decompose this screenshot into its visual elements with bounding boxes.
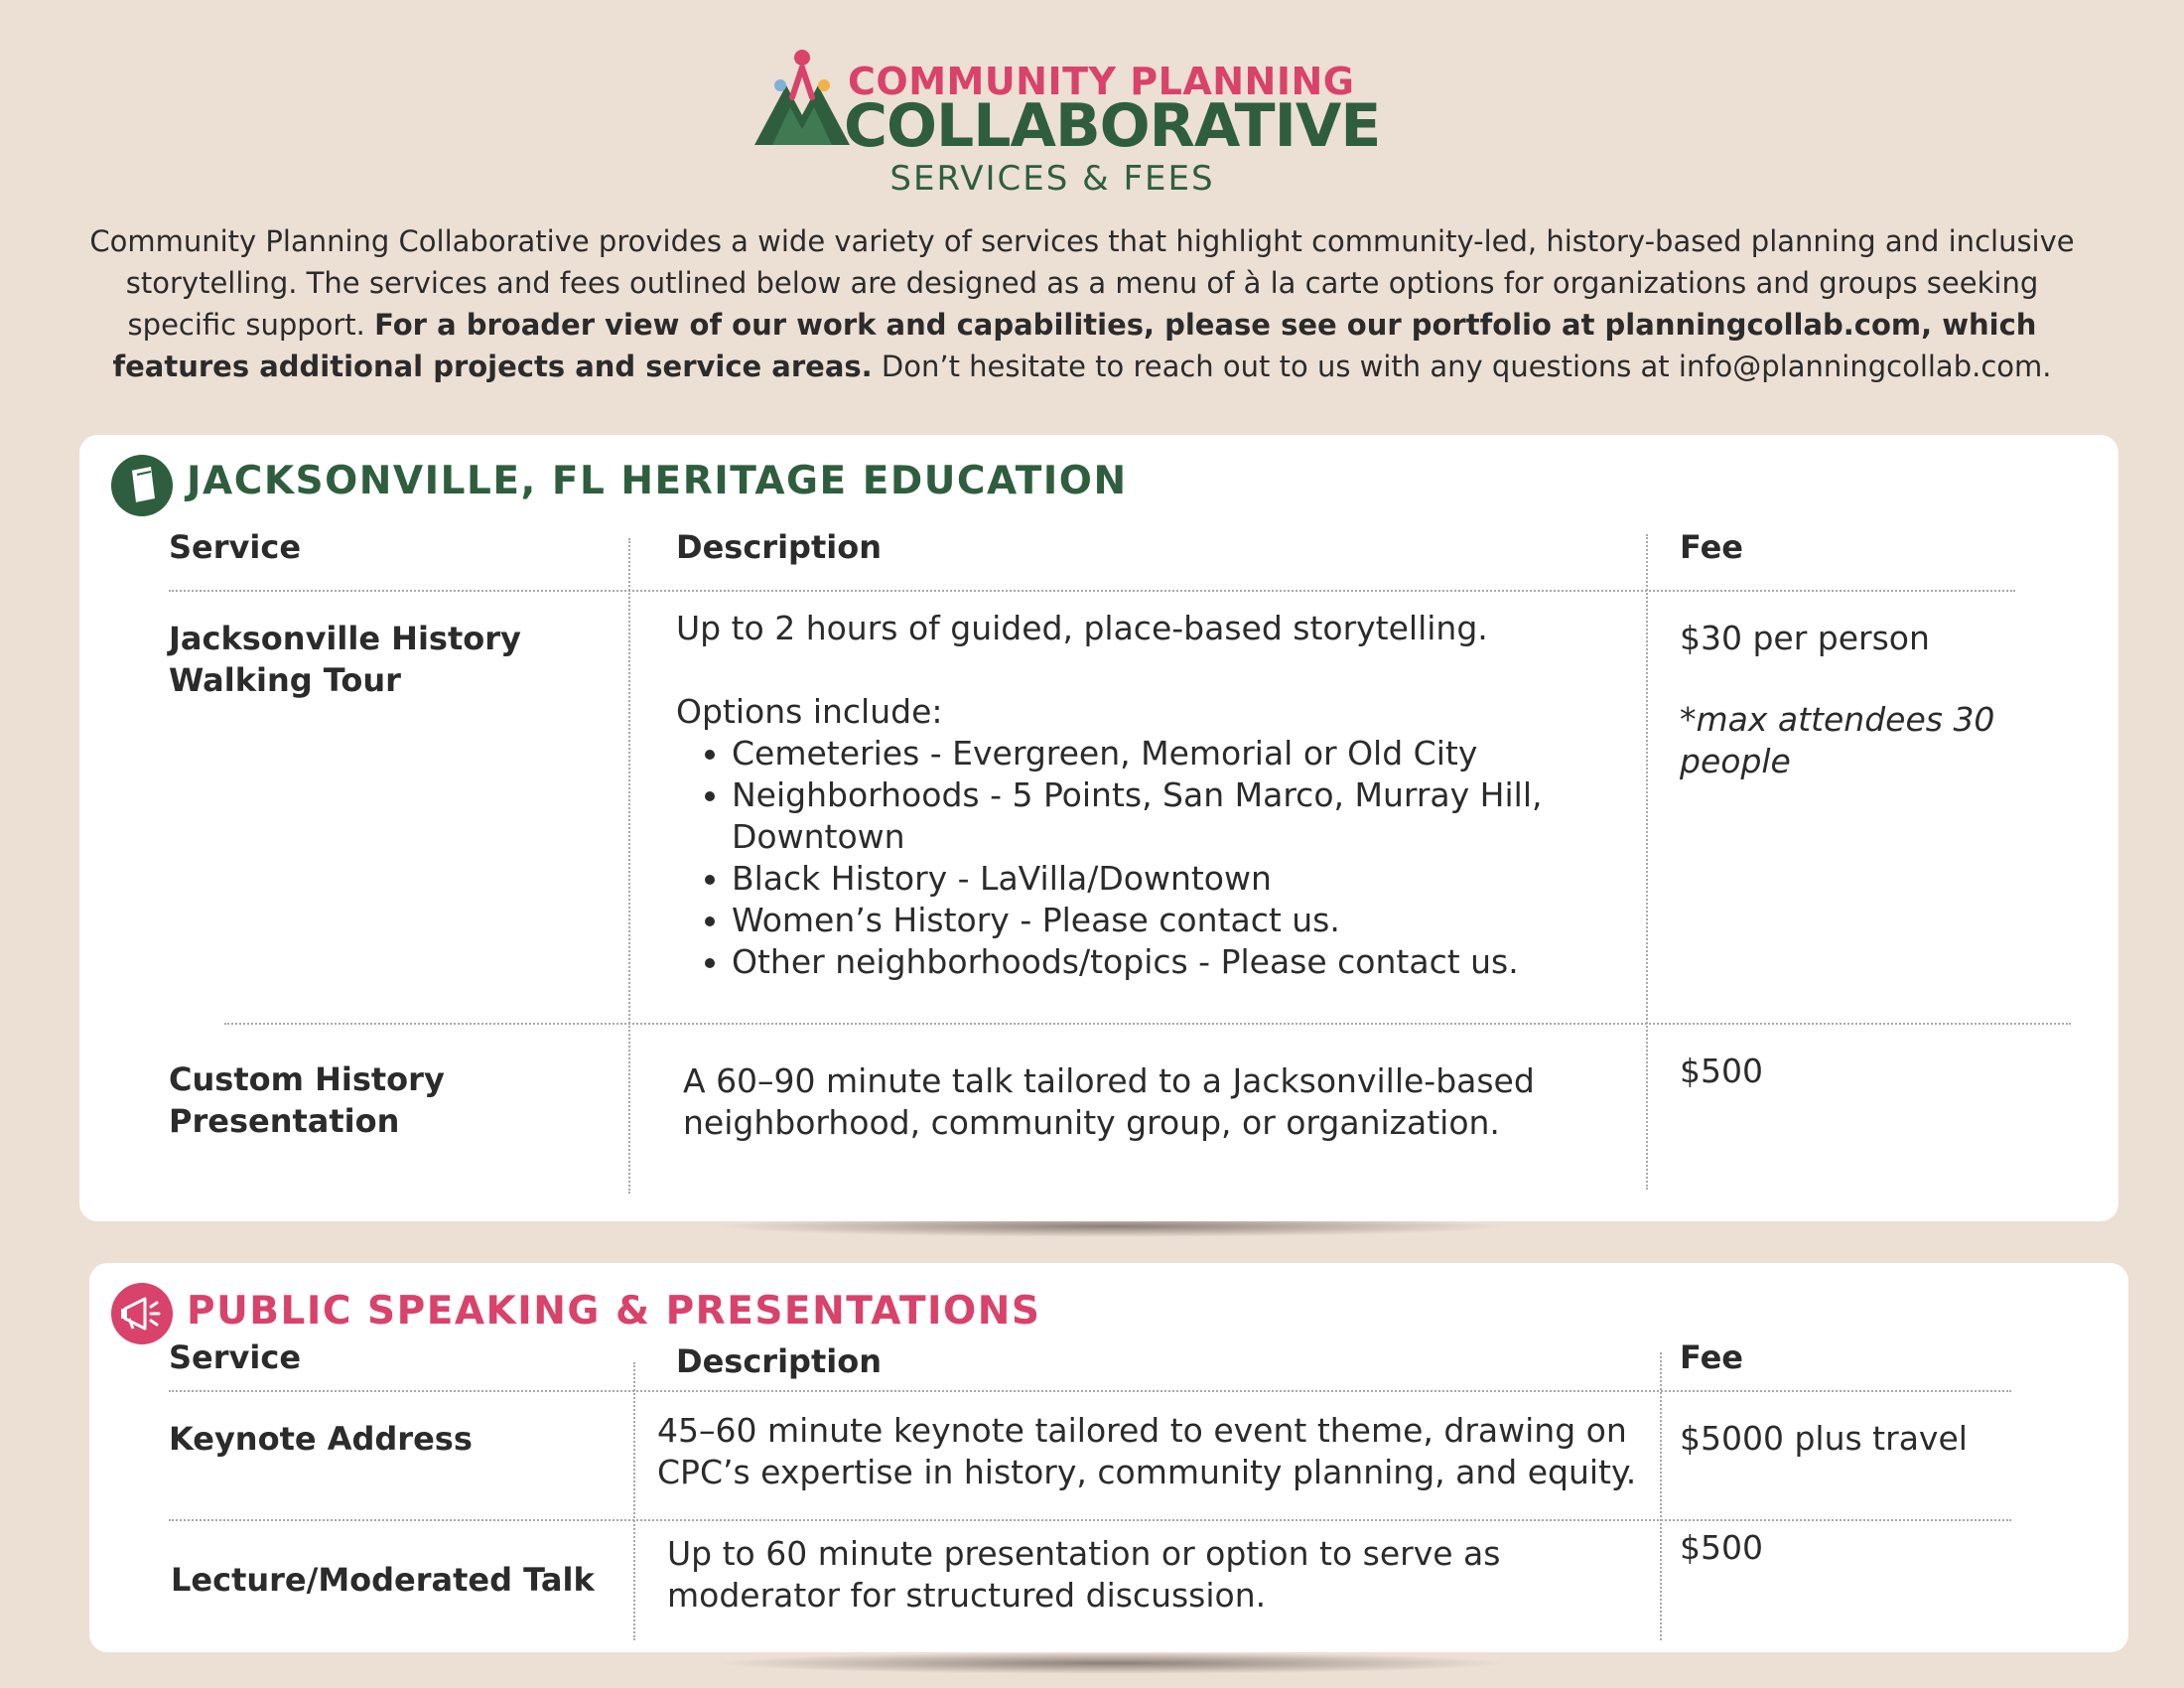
logo-mark-icon bbox=[752, 46, 852, 149]
section-title: PUBLIC SPEAKING & PRESENTATIONS bbox=[187, 1289, 1041, 1334]
description-text: Up to 2 hours of guided, place-based storytelling. bbox=[676, 609, 1488, 647]
fee-value: $5000 plus travel bbox=[1680, 1419, 1968, 1458]
column-header-description: Description bbox=[676, 528, 882, 566]
options-label: Options include: bbox=[676, 692, 943, 731]
column-divider bbox=[1646, 534, 1648, 1190]
fee-note: *max attendees 30 people bbox=[1680, 700, 1995, 780]
service-name: Keynote Address bbox=[169, 1420, 473, 1458]
logo bbox=[752, 46, 1381, 161]
intro-paragraph bbox=[89, 220, 2075, 387]
page-subtitle: SERVICES & FEES bbox=[889, 159, 1215, 199]
header-divider bbox=[169, 1390, 2011, 1392]
row-divider bbox=[169, 1519, 2011, 1521]
list-item: • Women’s History - Please contact us. bbox=[732, 900, 1609, 941]
column-header-fee: Fee bbox=[1680, 528, 1743, 566]
logo-line-2: COLLABORATIVE bbox=[844, 91, 1381, 161]
list-item: • Black History - LaVilla/Downtown bbox=[732, 858, 1609, 900]
intro-tail-text: Don’t hesitate to reach out to us with any questions at info@planningcollab.com. bbox=[872, 350, 2052, 383]
column-header-service: Service bbox=[169, 1338, 302, 1376]
column-header-description: Description bbox=[676, 1342, 882, 1380]
section-title: JACKSONVILLE, FL HERITAGE EDUCATION bbox=[187, 459, 1128, 503]
service-description: A 60–90 minute talk tailored to a Jacksonville-based neighborhood, community group, or organization. bbox=[683, 1061, 1535, 1142]
service-name: Lecture/Moderated Talk bbox=[171, 1561, 595, 1599]
fee-value: $500 bbox=[1680, 1052, 1763, 1090]
list-item: • Other neighborhoods/topics - Please contact us. bbox=[732, 941, 1609, 983]
logo-line-1: COMMUNITY PLANNING bbox=[848, 60, 1355, 103]
section-heritage-education bbox=[79, 435, 2118, 1221]
column-header-service: Service bbox=[169, 528, 302, 566]
column-header-fee: Fee bbox=[1680, 1338, 1743, 1376]
book-icon bbox=[111, 455, 173, 516]
megaphone-icon bbox=[111, 1283, 173, 1344]
fee-value: $500 bbox=[1680, 1528, 1763, 1567]
intro-bold-text: For a broader view of our work and capabilities, please see our portfolio at planningcollab.com, which features additional projects and service areas. bbox=[112, 308, 2037, 383]
header-divider bbox=[169, 590, 2015, 592]
intro-text: Community Planning Collaborative provides a wide variety of services that highlight community-led, history-based planning and inclusive storytelling. The services and fees outlined below are designed as a menu of à la carte options for organizations and groups seeking specific support. bbox=[89, 224, 2075, 342]
service-name: Jacksonville History Walking Tour bbox=[169, 620, 521, 699]
service-name: Custom History Presentation bbox=[169, 1060, 445, 1140]
options-list bbox=[676, 733, 1609, 983]
column-divider bbox=[633, 1362, 635, 1640]
fee-value: $30 per person bbox=[1680, 619, 1930, 657]
column-divider bbox=[1660, 1352, 1662, 1640]
list-item: • Cemeteries - Evergreen, Memorial or Old City bbox=[732, 733, 1609, 774]
service-description bbox=[676, 608, 1609, 983]
list-item: • Neighborhoods - 5 Points, San Marco, Murray Hill, Downtown bbox=[732, 774, 1609, 858]
column-divider bbox=[628, 538, 630, 1194]
row-divider bbox=[224, 1023, 2071, 1025]
service-description: 45–60 minute keynote tailored to event theme, drawing on CPC’s expertise in history, community planning, and equity. bbox=[657, 1411, 1637, 1491]
section-public-speaking bbox=[89, 1263, 2128, 1652]
service-description: Up to 60 minute presentation or option to serve as moderator for structured discussion. bbox=[667, 1534, 1501, 1615]
card-shadow bbox=[715, 1652, 1509, 1674]
